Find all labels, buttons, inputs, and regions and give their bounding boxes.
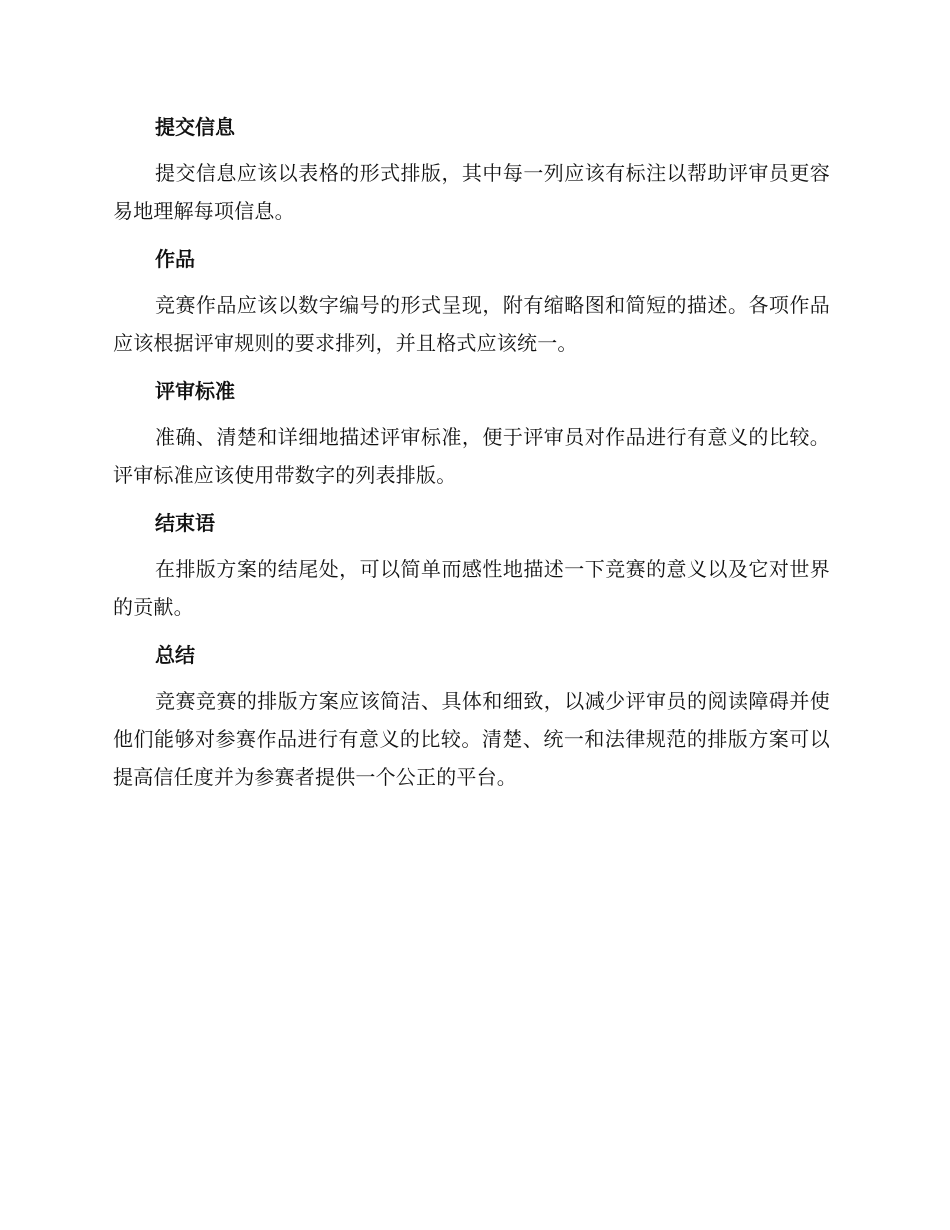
section-paragraph: 竞赛竞赛的排版方案应该简洁、具体和细致，以减少评审员的阅读障碍并使他们能够对参赛作品进行有意义的比较。清楚、统一和法律规范的排版方案可以提高信任度并为参赛者提供一个公正的平台。	[113, 689, 830, 789]
document-page	[113, 108, 830, 806]
section-paragraph: 准确、清楚和详细地描述评审标准，便于评审员对作品进行有意义的比较。评审标准应该使用带数字的列表排版。	[113, 425, 830, 487]
section-heading: 作品	[155, 247, 195, 271]
section-closing-remarks	[113, 504, 830, 626]
section-review-criteria	[113, 372, 830, 494]
section-heading: 提交信息	[155, 115, 235, 139]
section-heading: 结束语	[155, 511, 215, 535]
section-heading: 总结	[155, 643, 195, 667]
section-submission-info	[113, 108, 830, 230]
section-paragraph: 在排版方案的结尾处，可以简单而感性地描述一下竞赛的意义以及它对世界的贡献。	[113, 557, 830, 619]
section-heading: 评审标准	[155, 379, 235, 403]
section-paragraph: 提交信息应该以表格的形式排版，其中每一列应该有标注以帮助评审员更容易地理解每项信息。	[113, 161, 830, 223]
section-works	[113, 240, 830, 362]
section-paragraph: 竞赛作品应该以数字编号的形式呈现，附有缩略图和简短的描述。各项作品应该根据评审规则的要求排列，并且格式应该统一。	[113, 293, 830, 355]
section-summary	[113, 636, 830, 796]
